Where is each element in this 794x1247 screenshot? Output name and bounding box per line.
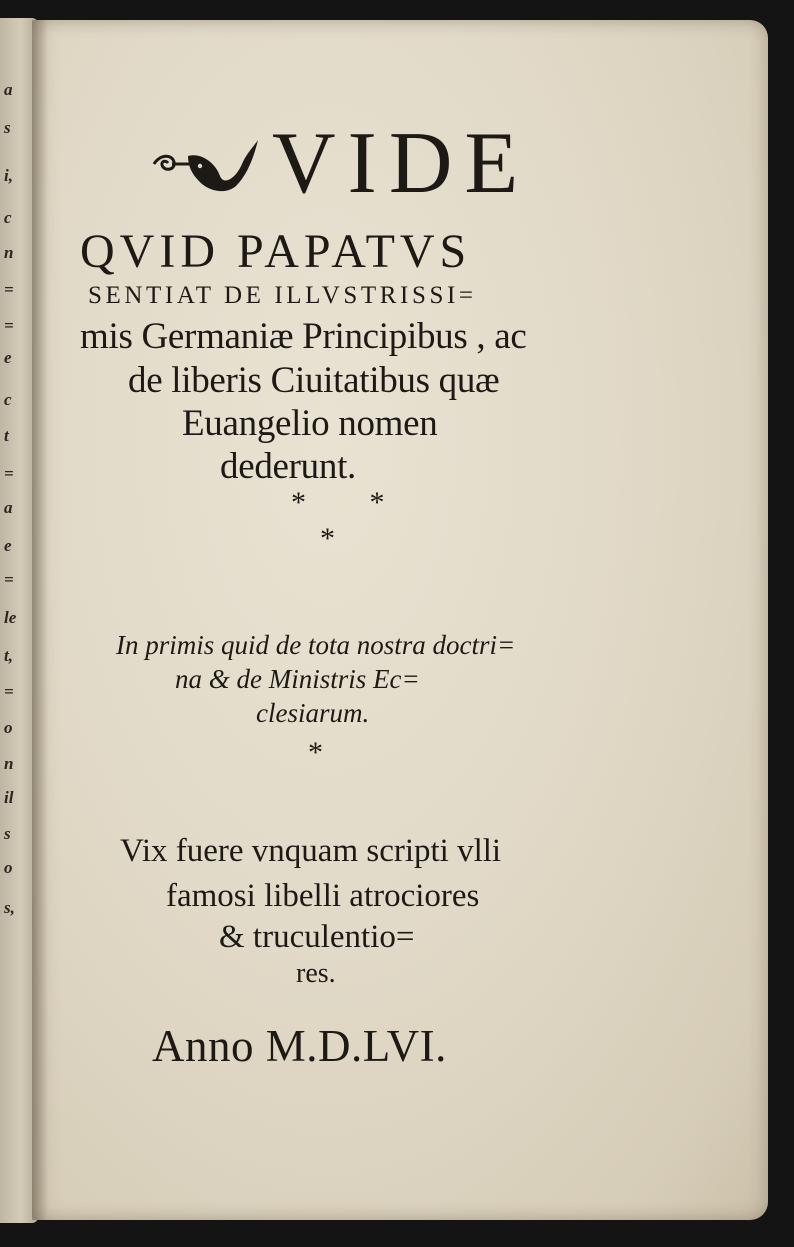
title-line-7: dederunt.: [220, 446, 356, 487]
title-line-3: SENTIAT DE ILLVSTRISSI=: [88, 282, 477, 309]
left-page-fragment: c: [4, 208, 12, 227]
left-page-fragment: s: [4, 118, 11, 137]
title-vide: VIDE: [272, 115, 531, 212]
left-page-fragment: i,: [4, 166, 13, 185]
motto-line-2: famosi libelli atrociores: [166, 878, 480, 914]
motto-line-1: Vix fuere vnquam scripti vlli: [120, 833, 502, 869]
asterism-row-1: * *: [291, 486, 413, 519]
fleuron-ornament-icon: [150, 134, 260, 194]
left-page-fragment: n: [4, 243, 14, 262]
left-page-fragment: a: [4, 80, 13, 99]
italic-line-2: na & de Ministris Ec=: [175, 664, 420, 694]
title-line-2: QVID PAPATVS: [80, 225, 472, 278]
left-page-fragment: le: [4, 608, 17, 627]
italic-line-3: clesiarum.: [256, 698, 370, 728]
motto-line-4: res.: [296, 958, 336, 989]
asterism-row-2: *: [320, 522, 335, 555]
title-block: [150, 115, 531, 212]
left-page-fragment: e: [4, 536, 12, 555]
asterism-row-3: *: [308, 736, 323, 769]
left-page-fragment: s: [4, 824, 11, 843]
left-page-fragment: =: [4, 280, 14, 299]
left-page-fragment: =: [4, 316, 14, 335]
left-page-fragment: o: [4, 718, 13, 737]
left-page-fragment: e: [4, 348, 12, 367]
left-page-fragment: il: [4, 788, 14, 807]
left-page-fragment: o: [4, 858, 13, 877]
motto-line-3: & truculentio=: [219, 919, 415, 955]
left-page-fragment: n: [4, 754, 14, 773]
left-page-fragment: =: [4, 570, 14, 589]
left-page-fragment: s,: [4, 898, 15, 917]
imprint-date: Anno M.D.LVI.: [152, 1021, 447, 1071]
title-line-5: de liberis Ciuitatibus quæ: [128, 360, 500, 401]
left-page-fragment: =: [4, 464, 14, 483]
title-line-4: mis Germaniæ Principibus , ac: [80, 316, 527, 357]
title-line-6: Euangelio nomen: [182, 403, 438, 444]
left-page-fragment: t: [4, 426, 9, 445]
left-page-fragment: a: [4, 498, 13, 517]
left-page-fragment: t,: [4, 646, 13, 665]
italic-line-1: In primis quid de tota nostra doctri=: [116, 630, 516, 660]
left-page-fragment: =: [4, 682, 14, 701]
gutter-shadow: [32, 20, 48, 1220]
left-page-fragment: c: [4, 390, 12, 409]
